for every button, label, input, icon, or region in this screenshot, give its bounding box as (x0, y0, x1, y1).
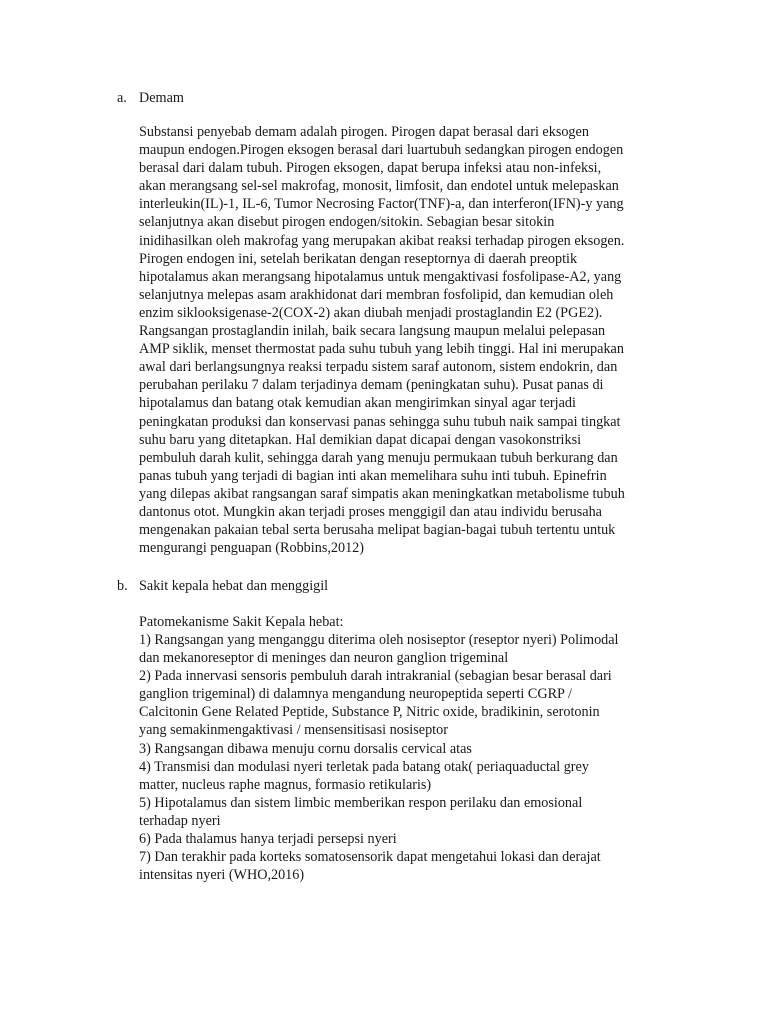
paragraph-line: mengurangi penguapan (Robbins,2012) (139, 540, 364, 557)
section-b-list (139, 631, 699, 884)
list-line: ganglion trigeminal) di dalamnya mengandung neuropeptida seperti CGRP / (139, 686, 572, 703)
paragraph-line: perubahan perilaku 7 dalam terjadinya demam (peningkatan suhu). Pusat panas di (139, 377, 604, 394)
paragraph-line: pembuluh darah kulit, sehingga darah yang menuju permukaan tubuh berkurang dan (139, 449, 618, 466)
paragraph-line: selanjutnya melepas asam arakhidonat dari membran fosfolipid, dan kemudian oleh (139, 286, 614, 303)
paragraph-line: interleukin(IL)-1, IL-6, Tumor Necrosing Factor(TNF)-a, dan interferon(IFN)-y yang (139, 196, 624, 213)
list-line: terhadap nyeri (139, 812, 221, 829)
paragraph-line: panas tubuh yang terjadi di bagian inti akan memelihara suhu inti tubuh. Epinefrin (139, 467, 607, 484)
list-line: 6) Pada thalamus hanya terjadi persepsi nyeri (139, 831, 397, 848)
section-b-subtitle (139, 613, 699, 631)
paragraph-line: maupun endogen.Pirogen eksogen berasal dari luartubuh sedangkan pirogen endogen (139, 142, 624, 159)
section-a-marker: a. (117, 90, 127, 106)
list-line: 7) Dan terakhir pada korteks somatosensorik dapat mengetahui lokasi dan derajat (139, 849, 601, 866)
paragraph-line: enzim siklooksigenase-2(COX-2) akan diubah menjadi prostaglandin E2 (PGE2). (139, 304, 603, 321)
list-line: matter, nucleus raphe magnus, formasio retikularis) (139, 776, 432, 793)
list-line: dan mekanoreseptor di meninges dan neuron ganglion trigeminal (139, 650, 509, 667)
paragraph-line: inidihasilkan oleh makrofag yang merupakan akibat reaksi terhadap pirogen eksogen. (139, 232, 625, 249)
paragraph-line: peningkatan produksi dan konservasi panas sehingga suhu tubuh naik sampai tingkat (139, 413, 621, 430)
list-line: 5) Hipotalamus dan sistem limbic memberikan respon perilaku dan emosional (139, 794, 583, 811)
paragraph-line: mengenakan pakaian tebal serta berusaha melipat bagian-bagai tubuh tertentu untuk (139, 522, 616, 539)
section-b-marker: b. (117, 578, 128, 594)
paragraph-line: hipotalamus dan batang otak kemudian akan mengirimkan sinyal agar terjadi (139, 395, 576, 412)
paragraph-line: akan merangsang sel-sel makrofag, monosit, limfosit, dan endotel untuk melepaskan (139, 178, 619, 195)
paragraph-line: yang dilepas akibat rangsangan saraf simpatis akan meningkatkan metabolisme tubuh (139, 485, 625, 502)
list-line: intensitas nyeri (WHO,2016) (139, 867, 305, 884)
paragraph-line: hipotalamus akan merangsang hipotalamus untuk mengaktivasi fosfolipase-A2, yang (139, 268, 622, 285)
paragraph-line: selanjutnya akan disebut pirogen endogen/sitokin. Sebagian besar sitokin (139, 214, 555, 231)
paragraph-line: dantonus otot. Mungkin akan terjadi proses menggigil dan atau individu berusaha (139, 503, 602, 520)
list-line: 4) Transmisi dan modulasi nyeri terletak pada batang otak( periaquaductal grey (139, 758, 589, 775)
section-a-paragraph (139, 123, 699, 557)
paragraph-line: AMP siklik, menset thermostat pada suhu tubuh yang lebih tinggi. Hal ini merupakan (139, 341, 624, 358)
section-b-heading (0, 577, 768, 595)
list-line: 1) Rangsangan yang menganggu diterima oleh nosiseptor (reseptor nyeri) Polimodal (139, 632, 619, 648)
paragraph-line: Substansi penyebab demam adalah pirogen. Pirogen dapat berasal dari eksogen (139, 124, 589, 140)
list-line: 2) Pada innervasi sensoris pembuluh darah intrakranial (sebagian besar berasal dari (139, 668, 612, 685)
subtitle-text: Patomekanisme Sakit Kepala hebat: (139, 614, 344, 630)
list-line: 3) Rangsangan dibawa menuju cornu dorsalis cervical atas (139, 740, 472, 757)
paragraph-line: suhu baru yang ditetapkan. Hal demikian dapat dicapai dengan vasokonstriksi (139, 431, 582, 448)
paragraph-line: Rangsangan prostaglandin inilah, baik secara langsung maupun melalui pelepasan (139, 323, 606, 340)
paragraph-line: berasal dari dalam tubuh. Pirogen eksogen, dapat berupa infeksi atau non-infeksi, (139, 160, 602, 177)
section-b-title: Sakit kepala hebat dan menggigil (139, 578, 329, 594)
paragraph-line: awal dari berlangsungnya reaksi terpadu sistem saraf autonom, sistem endokrin, dan (139, 359, 618, 376)
section-a-heading (0, 89, 768, 107)
list-line: Calcitonin Gene Related Peptide, Substance P, Nitric oxide, bradikinin, serotonin (139, 704, 600, 721)
section-a-title: Demam (139, 90, 184, 106)
paragraph-line: Pirogen endogen ini, setelah berikatan dengan reseptornya di daerah preoptik (139, 250, 578, 267)
list-line: yang semakinmengaktivasi / mensensitisasi nosiseptor (139, 722, 448, 739)
